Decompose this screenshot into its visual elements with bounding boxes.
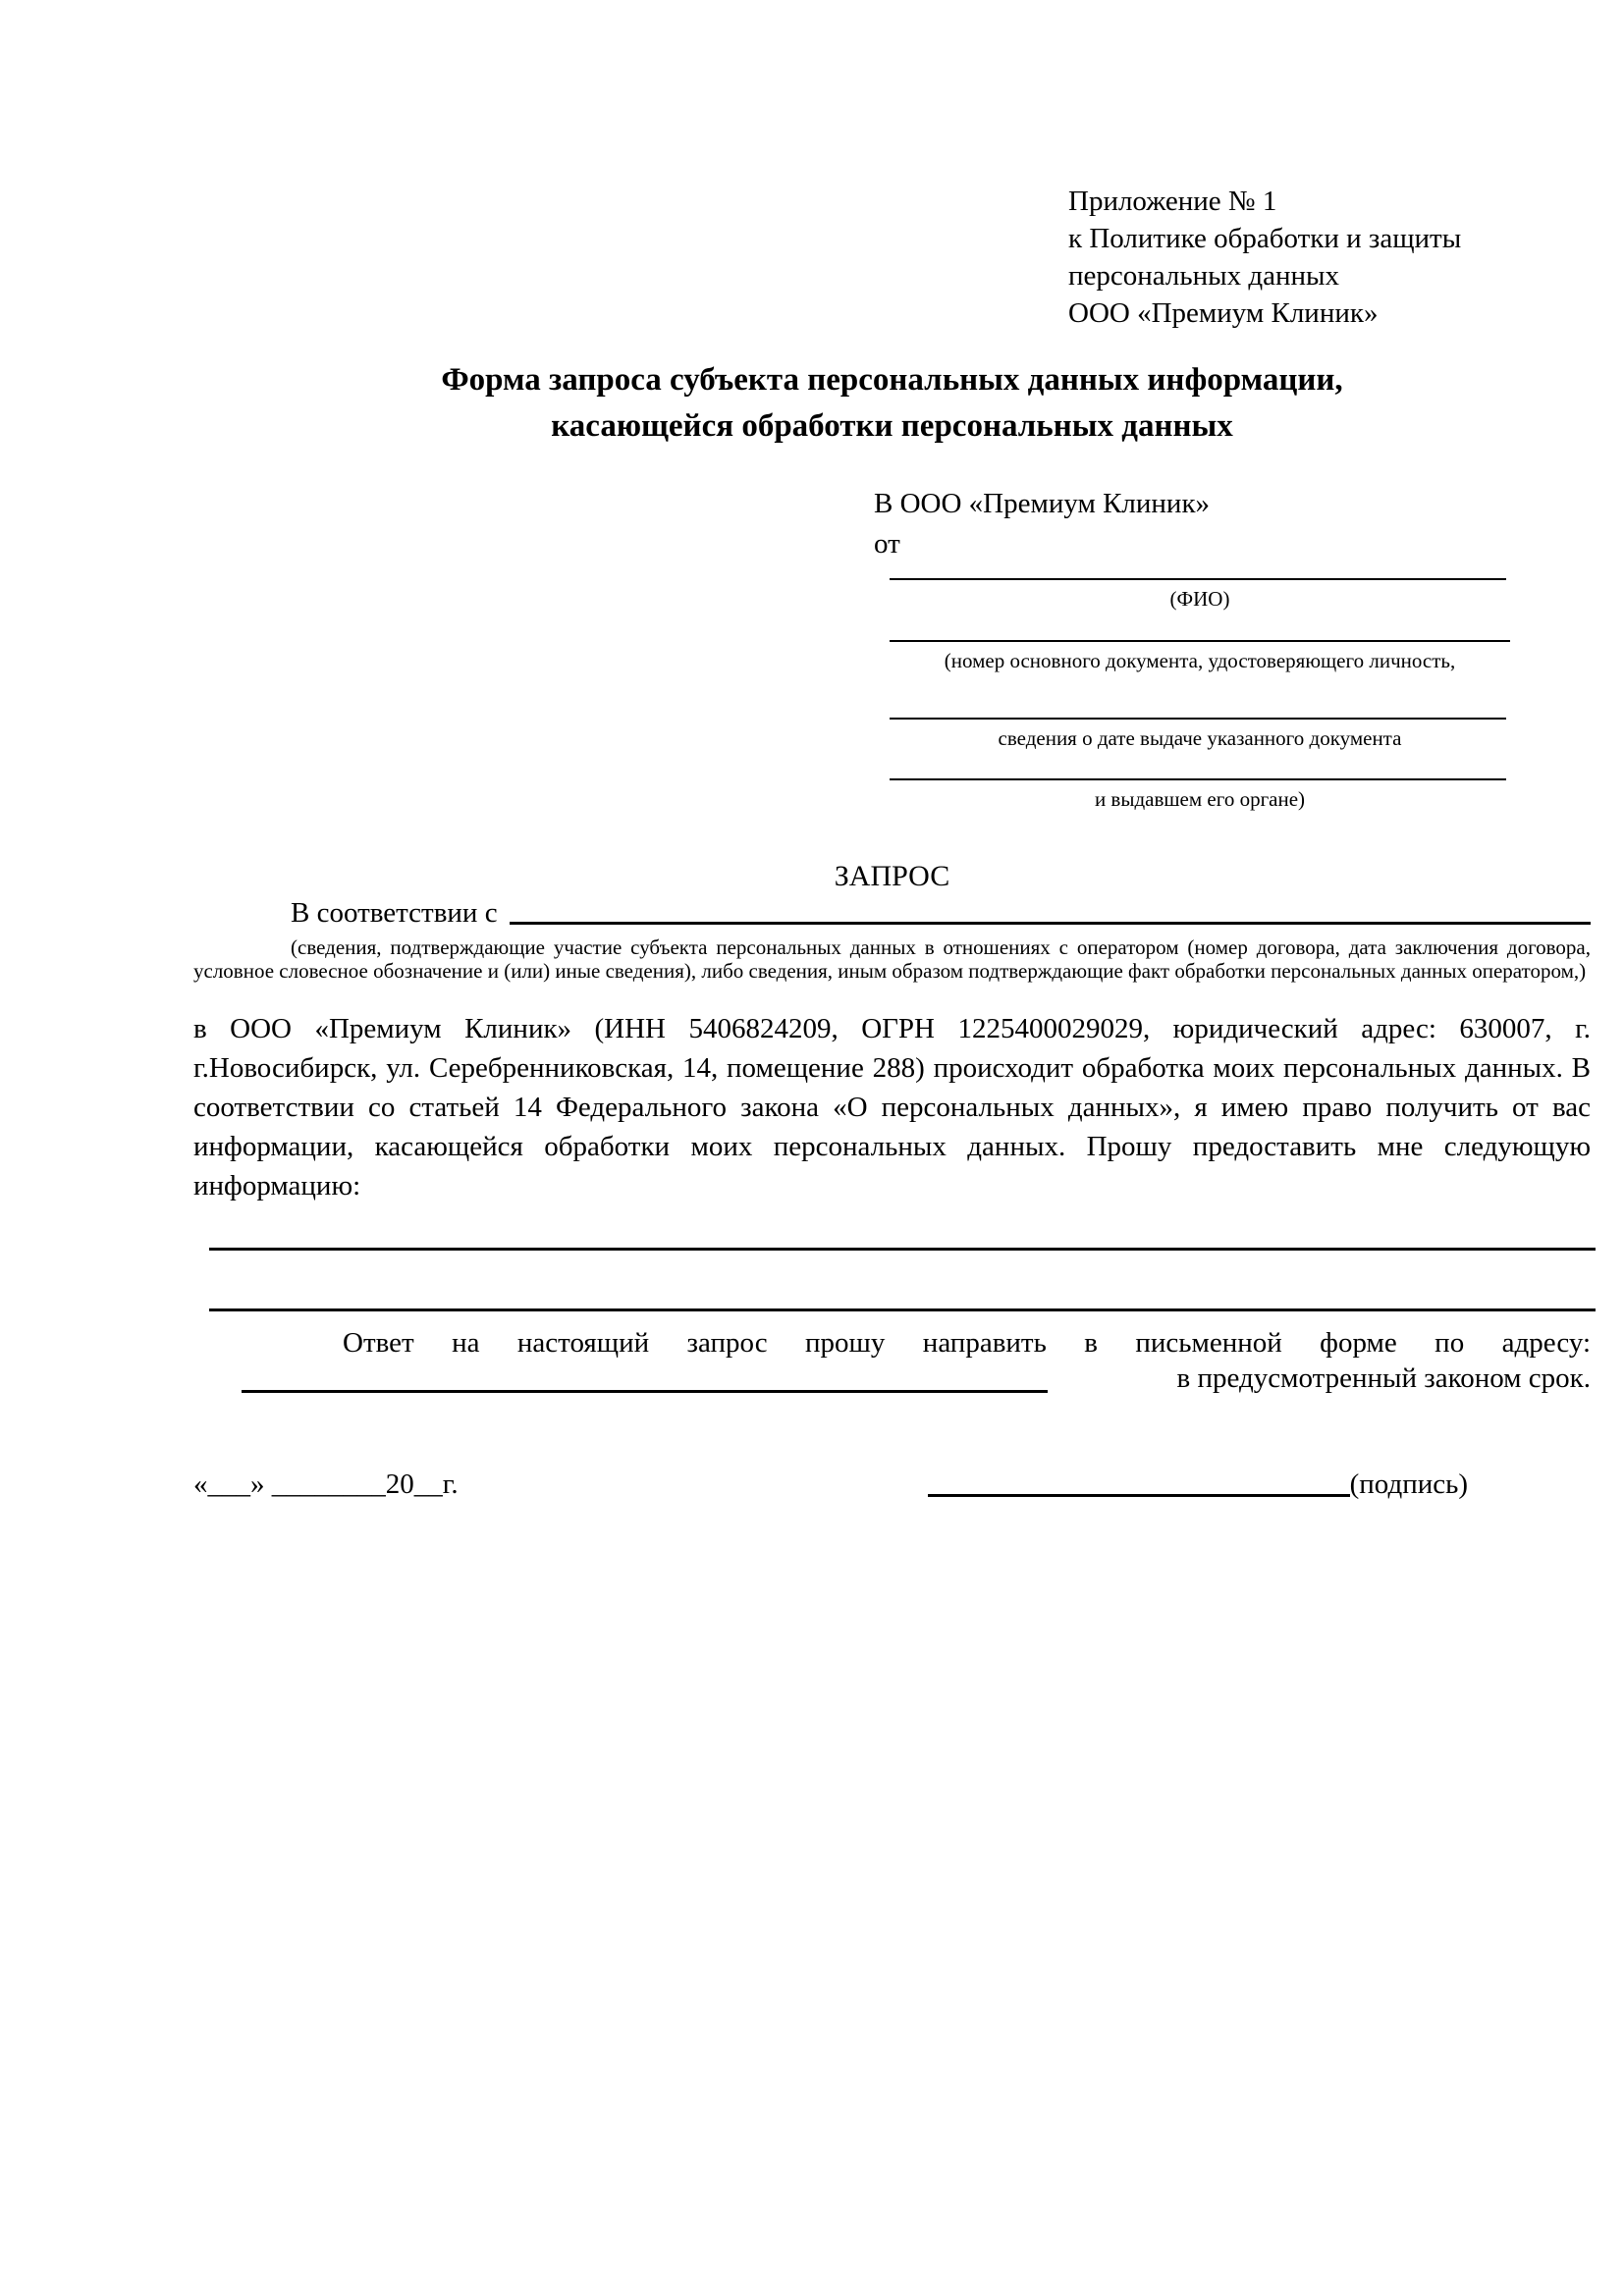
page-title-line-2: касающейся обработки персональных данных: [551, 408, 1233, 444]
information-blank-line-1: [209, 1248, 1596, 1251]
signature-row: [193, 1467, 1468, 1502]
request-body-paragraph: в ООО «Премиум Клиник» (ИНН 5406824209, ОГРН 1225400029029, юридический адрес: 630007, г. г.Новосибирск, ул. Серебренниковская, 14, помещение 288) происходит обработка моих персональных данных. В соответствии со статьей 14 Федерального закона «О персональных данных», я имею право получить от вас информации, касающейся обработки моих персональных данных. Прошу предоставить мне следующую информацию:: [193, 1013, 1591, 1201]
document-issue-date-caption: сведения о дате выдаче указанного документа: [998, 726, 1402, 750]
document-number-caption: (номер основного документа, удостоверяющего личность,: [944, 649, 1456, 672]
appendix-line-2: к Политике обработки и защиты: [1068, 223, 1462, 254]
answer-tail-text: в предусмотренный законом срок.: [1176, 1362, 1591, 1394]
appendix-line-4: ООО «Премиум Клиник»: [1068, 297, 1379, 329]
appendix-note: [1068, 183, 1461, 332]
issuing-authority-caption: и выдавшем его органе): [1094, 787, 1306, 811]
fio-caption: (ФИО): [1169, 587, 1230, 611]
document-number-blank-line: [890, 640, 1510, 642]
page-title: [193, 357, 1591, 450]
signature-caption: (подпись): [1349, 1468, 1468, 1500]
signature-blank-line: [928, 1494, 1350, 1497]
fio-blank-line: [890, 578, 1506, 580]
addressee-to: В ООО «Премиум Клиник»: [874, 488, 1211, 519]
issuing-authority-blank-line: [890, 778, 1506, 780]
accordance-label: В соответствии с: [291, 897, 498, 929]
request-heading: ЗАПРОС: [834, 860, 950, 892]
date-blank: «___» ________20__г.: [193, 1468, 459, 1500]
answer-intro-line: Ответ на настоящий запрос прошу направить в письменной форме по адресу:: [343, 1327, 1591, 1359]
appendix-line-1: Приложение № 1: [1068, 186, 1277, 217]
information-blank-line-2: [209, 1308, 1596, 1311]
accordance-blank-line: [510, 922, 1591, 925]
page-title-line-1: Форма запроса субъекта персональных данных информации,: [441, 362, 1343, 398]
document-issue-date-blank-line: [890, 718, 1506, 720]
signature-group: [928, 1467, 1468, 1502]
addressee-from-label: от: [874, 528, 900, 560]
answer-address-blank-line: [242, 1390, 1048, 1393]
accordance-row: [291, 897, 1591, 930]
accordance-footnote: (сведения, подтверждающие участие субъекта персональных данных в отношениях с оператором (номер договора, дата заключения договора, условное словесное обозначение и (или) иные сведения), либо сведения, иным образом подтверждающие факт обработки персональных данных оператором,): [193, 935, 1591, 983]
answer-address-row: [193, 1359, 1591, 1398]
appendix-line-3: персональных данных: [1068, 260, 1340, 292]
